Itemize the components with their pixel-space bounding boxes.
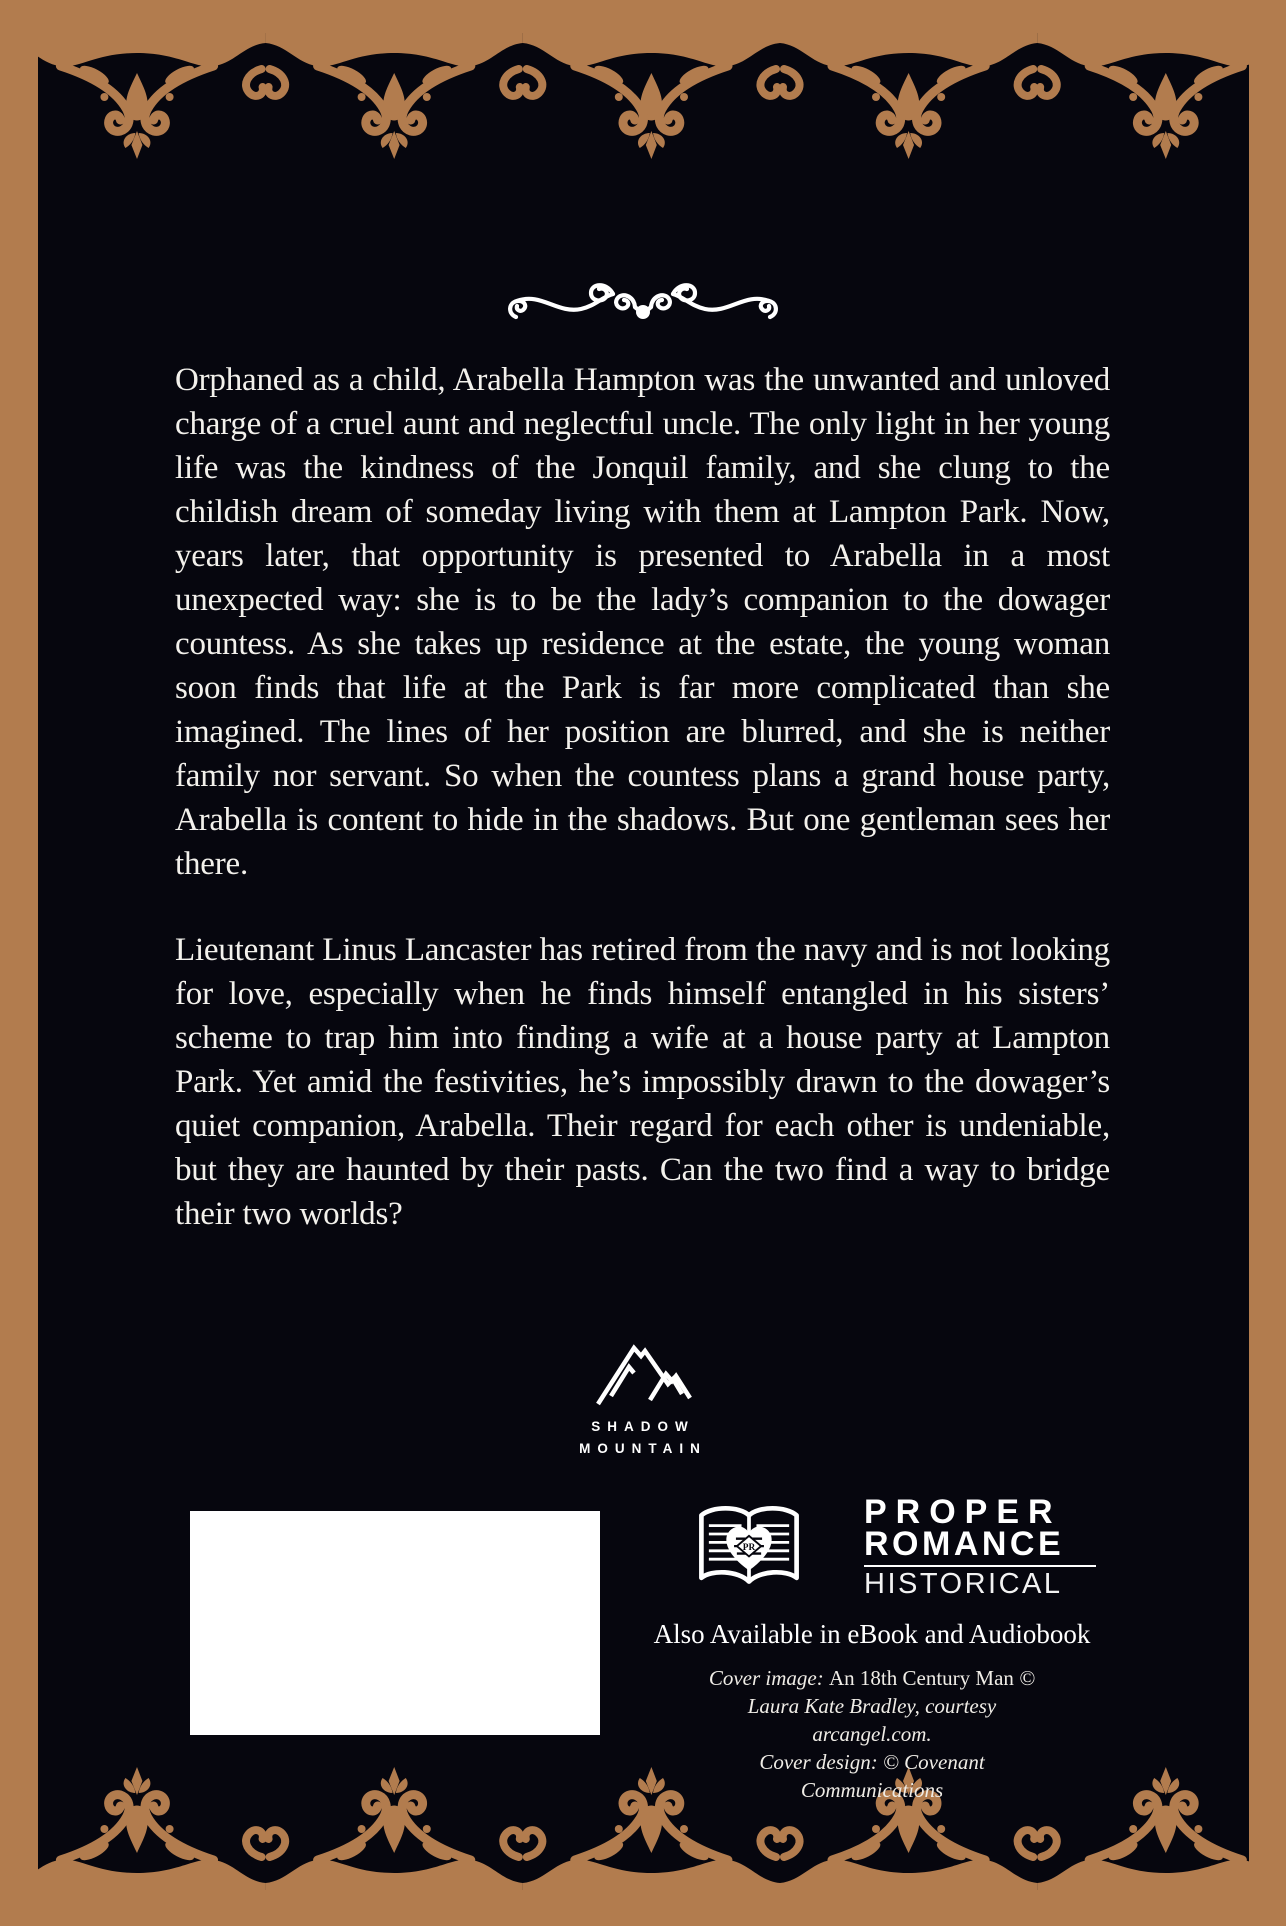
frame-top — [0, 0, 1286, 33]
credits — [686, 1664, 1058, 1804]
synopsis-paragraph-2: Lieutenant Linus Lancaster has retired from the navy and is not looking for love, especially when he finds himself entangled in his sisters’ scheme to trap him into finding a wife at a house party at Lampton Park. Yet amid the festivities, he’s impossibly drawn to the dowager’s quiet companion, Arabella. Their regard for each other is undeniable, but they are haunted by their pasts. Can the two find a way to bridge their two worlds? — [175, 932, 1110, 1232]
cover-design-credit: Cover design: © Covenant Communications — [759, 1750, 985, 1802]
top-border-ornament — [0, 33, 1286, 161]
publisher-name-line1: SHADOW — [591, 1419, 695, 1434]
proper-romance-logo — [648, 1493, 1096, 1600]
imprint-column — [648, 1493, 1096, 1804]
imprint-word-proper: PROPER — [864, 1493, 1062, 1531]
cover-image-label: Cover image: — [708, 1666, 829, 1690]
cover-image-copyright: © Laura Kate Bradley, courtesy arcangel.com. — [747, 1666, 1036, 1746]
imprint-wordmark — [864, 1493, 1096, 1600]
publisher-name-line2: MOUNTAIN — [579, 1441, 707, 1456]
availability-note: Also Available in eBook and Audiobook — [653, 1619, 1091, 1649]
book-heart-icon — [693, 1500, 805, 1596]
publisher-logo — [0, 1338, 1286, 1456]
cover-image-credit — [686, 1664, 1058, 1748]
flourish-divider — [0, 272, 1286, 334]
cover-image-title: An 18th Century Man — [829, 1666, 1020, 1690]
pr-badge: PR — [742, 1542, 756, 1553]
imprint-rule — [864, 1565, 1096, 1567]
mountain-icon — [578, 1338, 708, 1412]
imprint-word-romance: ROMANCE — [864, 1525, 1065, 1563]
frame-bottom — [0, 1890, 1286, 1926]
synopsis-paragraph-1: Orphaned as a child, Arabella Hampton was the unwanted and unloved charge of a cruel aunt and neglectful uncle. The only light in her young life was the kindness of the Jonquil family, and she clung to the childish dream of someday living with them at Lampton Park. Now, years later, that opportunity is presented to Arabella in a most unexpected way: she is to be the lady’s companion to the dowager countess. As she takes up residence at the estate, the young woman soon finds that life at the Park is far more complicated than she imagined. The lines of her position are blurred, and she is neither family nor servant. So when the countess plans a grand house party, Arabella is content to hide in the shadows. But one gentleman sees her there. — [175, 362, 1110, 882]
flourish-icon — [503, 272, 783, 334]
barcode-placeholder — [190, 1511, 600, 1735]
synopsis — [175, 358, 1110, 1236]
imprint-word-historical: HISTORICAL — [864, 1568, 1063, 1600]
